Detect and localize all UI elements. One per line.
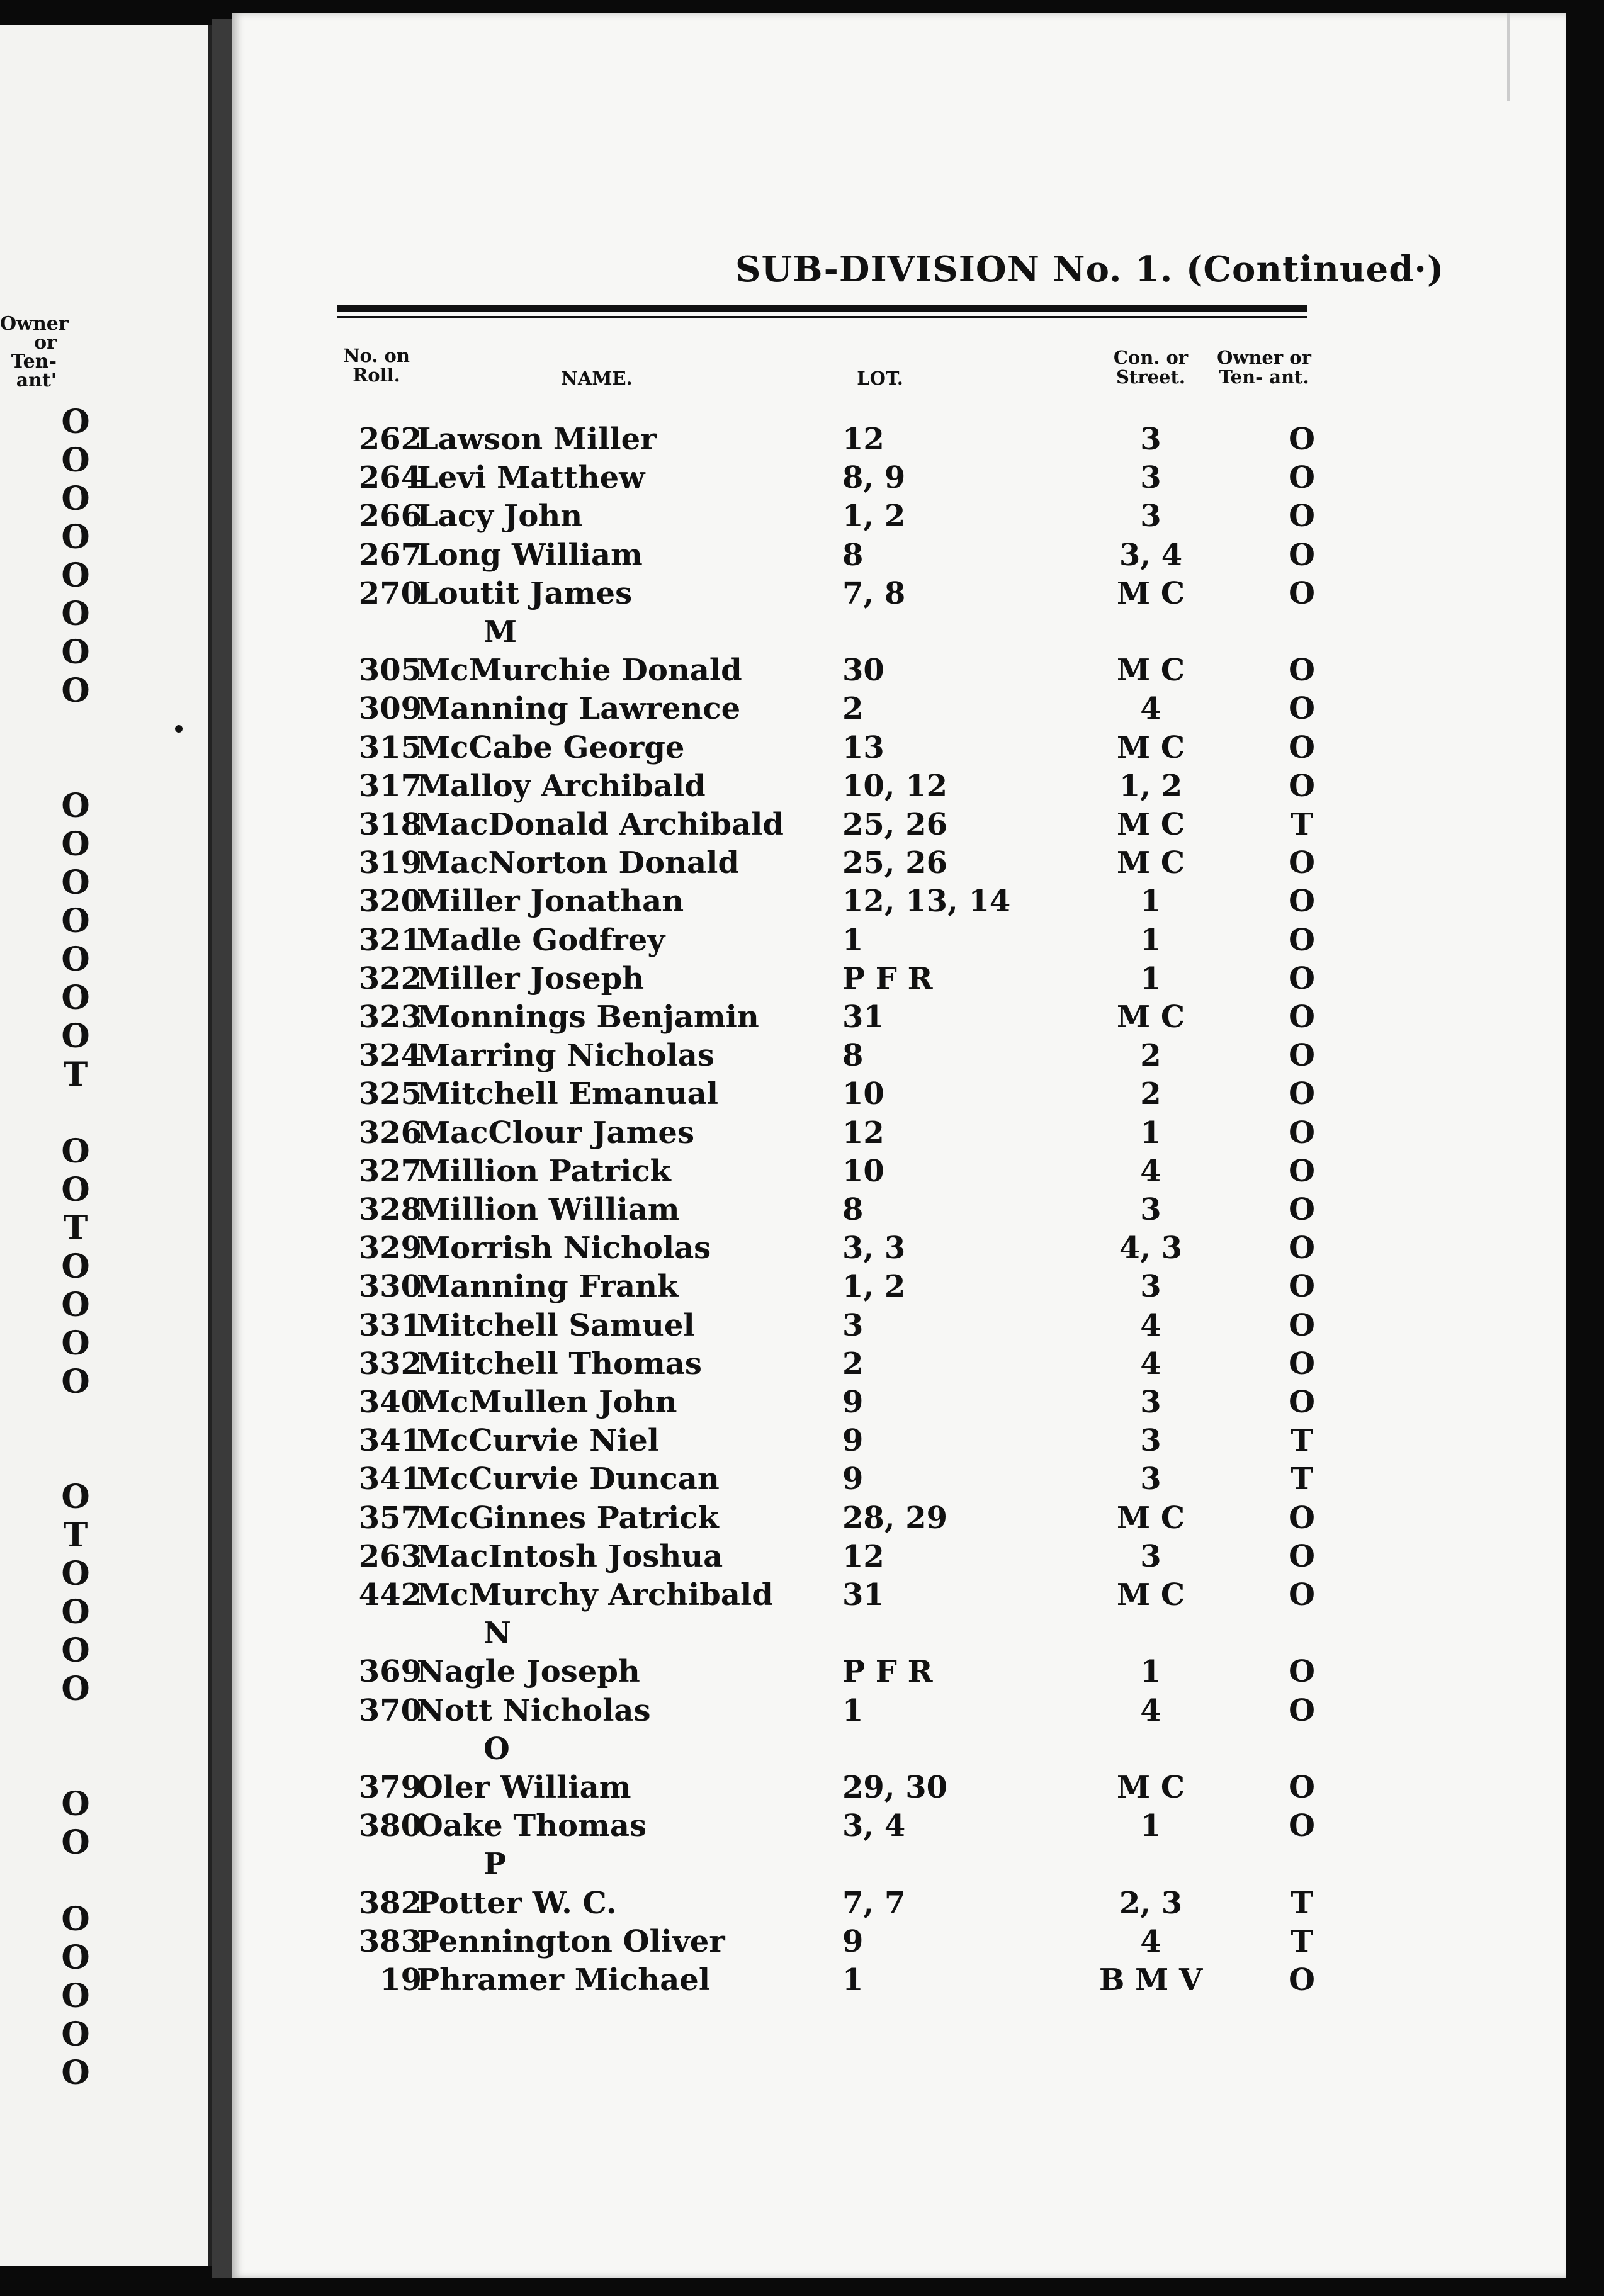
left-owner-mark: O [61, 2054, 90, 2092]
roll-number: 328 [358, 1192, 422, 1227]
roll-number: 325 [358, 1076, 422, 1111]
register-row [232, 1923, 1566, 1961]
left-owner-mark [38, 1401, 113, 1439]
roll-number: 369 [358, 1654, 422, 1689]
register-row [232, 882, 1566, 921]
lot-number: 8 [842, 1192, 864, 1227]
owner-name: Million William [417, 1192, 680, 1227]
concession-street: 1 [1140, 1654, 1161, 1689]
left-owner-mark: O [61, 940, 90, 979]
concession-street: 3 [1140, 1423, 1161, 1458]
lot-number: 12 [842, 1115, 884, 1151]
roll-number: 317 [358, 768, 422, 804]
register-row [232, 1383, 1566, 1422]
owner-name: MacNorton Donald [417, 845, 739, 881]
owner-name: Potter W. C. [417, 1886, 617, 1921]
owner-tenant-mark: O [1289, 1269, 1315, 1304]
left-owner-mark: O [61, 1900, 90, 1939]
left-owner-header: Owner or Ten- ant' [0, 313, 69, 391]
owner-name: Miller Jonathan [417, 884, 684, 919]
owner-tenant-mark: O [1289, 1115, 1315, 1151]
roll-number: 264 [358, 460, 422, 495]
left-owner-mark: O [61, 1593, 90, 1631]
owner-name: Mitchell Emanual [417, 1076, 718, 1111]
left-owner-mark: O [61, 1785, 90, 1823]
lot-number: 10 [842, 1076, 884, 1111]
owner-tenant-mark: O [1289, 1654, 1315, 1689]
page-title: SUB-DIVISION No. 1. (Continued·) [735, 249, 1445, 290]
register-row [232, 1345, 1566, 1383]
register-row [232, 1460, 1566, 1499]
lot-number: 8 [842, 537, 864, 573]
owner-tenant-mark: O [1289, 1770, 1315, 1805]
left-owner-mark [38, 1094, 113, 1132]
owner-tenant-mark: O [1289, 1192, 1315, 1227]
left-owner-mark: O [61, 1631, 90, 1670]
lot-number: 1, 2 [842, 1269, 906, 1304]
register-row [232, 1884, 1566, 1923]
owner-tenant-mark: O [1289, 537, 1315, 573]
book-gutter [212, 19, 232, 2278]
lot-number: 10, 12 [842, 768, 948, 804]
ink-dot [175, 725, 183, 733]
owner-name: Lacy John [417, 498, 583, 534]
lot-number: 1 [842, 923, 864, 958]
owner-tenant-mark: O [1289, 961, 1315, 996]
left-owner-mark: O [61, 556, 90, 595]
owner-tenant-mark: T [1291, 1886, 1313, 1921]
roll-number: 266 [358, 498, 422, 534]
roll-number: 270 [358, 576, 422, 611]
roll-number: 327 [358, 1154, 422, 1189]
lot-number: 3, 4 [842, 1808, 906, 1843]
lot-number: 25, 26 [842, 807, 948, 842]
left-owner-mark [38, 1862, 113, 1900]
roll-number: 329 [358, 1230, 422, 1266]
owner-name: Pennington Oliver [417, 1924, 725, 1959]
section-letter [232, 1845, 1566, 1884]
register-row [232, 420, 1566, 459]
register-row [232, 1807, 1566, 1845]
section-letter-text: O [483, 1731, 510, 1767]
left-page-fragment [0, 25, 212, 2266]
owner-tenant-mark: O [1289, 1230, 1315, 1266]
lot-number: 31 [842, 999, 884, 1035]
register-row [232, 1769, 1566, 1807]
register-row [232, 1229, 1566, 1268]
lot-number: 9 [842, 1461, 864, 1497]
lot-number: 29, 30 [842, 1770, 948, 1805]
roll-number: 320 [358, 884, 422, 919]
left-owner-mark [38, 710, 113, 748]
owner-tenant-mark: O [1289, 653, 1315, 688]
left-owner-mark: O [61, 1670, 90, 1708]
title-rule-thick [337, 305, 1307, 312]
lot-number: 28, 29 [842, 1500, 948, 1536]
roll-number: 263 [358, 1539, 422, 1574]
roll-number: 341 [358, 1461, 422, 1497]
left-owner-mark [38, 1439, 113, 1478]
roll-number: 319 [358, 845, 422, 881]
concession-street: 4 [1140, 1693, 1161, 1728]
register-row [232, 536, 1566, 575]
owner-tenant-mark: O [1289, 1346, 1315, 1382]
owner-name: Nagle Joseph [417, 1654, 640, 1689]
owner-name: Nott Nicholas [417, 1693, 651, 1728]
register-page [232, 13, 1566, 2278]
owner-tenant-mark: T [1291, 1423, 1313, 1458]
section-letter-text: M [483, 614, 517, 650]
roll-number: 380 [358, 1808, 422, 1843]
roll-number: 305 [358, 653, 422, 688]
concession-street: M C [1116, 999, 1185, 1035]
owner-name: McCurvie Duncan [417, 1461, 720, 1497]
owner-name: Miller Joseph [417, 961, 645, 996]
owner-tenant-mark: O [1289, 1808, 1315, 1843]
concession-street: 4 [1140, 1346, 1161, 1382]
owner-tenant-mark: O [1289, 498, 1315, 534]
left-owner-mark: O [61, 672, 90, 710]
concession-street: M C [1116, 1577, 1185, 1612]
register-row [232, 459, 1566, 497]
header-roll: No. on Roll. [343, 345, 410, 386]
owner-name: McMullen John [417, 1385, 677, 1420]
owner-name: MacDonald Archibald [417, 807, 784, 842]
lot-number: 1 [842, 1693, 864, 1728]
concession-street: 3 [1140, 1269, 1161, 1304]
register-row [232, 1653, 1566, 1691]
left-owner-mark: O [61, 403, 90, 441]
register-row [232, 1152, 1566, 1191]
register-row [232, 1422, 1566, 1460]
left-owner-mark: O [61, 1247, 90, 1286]
owner-name: MacIntosh Joshua [417, 1539, 723, 1574]
register-row [232, 497, 1566, 536]
concession-street: 1 [1140, 1808, 1161, 1843]
register-row [232, 844, 1566, 882]
left-owner-mark: O [61, 1286, 90, 1324]
register-row [232, 960, 1566, 998]
header-name: NAME. [561, 368, 633, 389]
lot-number: P F R [842, 1654, 933, 1689]
section-letter-text: N [483, 1616, 511, 1651]
owner-name: MacClour James [417, 1115, 694, 1151]
owner-name: Morrish Nicholas [417, 1230, 711, 1266]
owner-tenant-mark: O [1289, 1385, 1315, 1420]
concession-street: 4 [1140, 691, 1161, 726]
owner-name: Lawson Miller [417, 422, 657, 457]
concession-street: M C [1116, 1500, 1185, 1536]
concession-street: B M V [1099, 1962, 1203, 1998]
lot-number: 1 [842, 1962, 864, 1998]
register-row [232, 575, 1566, 613]
lot-number: 9 [842, 1423, 864, 1458]
roll-number: 322 [358, 961, 422, 996]
roll-number: 267 [358, 537, 422, 573]
owner-name: McMurchie Donald [417, 653, 742, 688]
owner-tenant-mark: O [1289, 576, 1315, 611]
owner-tenant-mark: O [1289, 1308, 1315, 1343]
section-letter-text: P [483, 1847, 507, 1882]
concession-street: M C [1116, 576, 1185, 611]
left-owner-mark: O [61, 825, 90, 864]
roll-number: 379 [358, 1770, 422, 1805]
roll-number: 309 [358, 691, 422, 726]
lot-number: P F R [842, 961, 933, 996]
concession-street: M C [1116, 1770, 1185, 1805]
concession-street: 3 [1140, 460, 1161, 495]
concession-street: 4, 3 [1119, 1230, 1183, 1266]
owner-name: Mitchell Thomas [417, 1346, 702, 1382]
owner-name: Malloy Archibald [417, 768, 706, 804]
register-row [232, 1576, 1566, 1614]
page-corner-fold [1507, 13, 1566, 101]
register-row [232, 1307, 1566, 1345]
register-row [232, 921, 1566, 960]
owner-tenant-mark: O [1289, 999, 1315, 1035]
lot-number: 12 [842, 422, 884, 457]
lot-number: 2 [842, 691, 864, 726]
left-owner-mark: O [61, 1324, 90, 1363]
owner-name: McGinnes Patrick [417, 1500, 719, 1536]
roll-number: 19 [380, 1962, 422, 1998]
owner-name: Million Patrick [417, 1154, 671, 1189]
concession-street: M C [1116, 807, 1185, 842]
left-owner-mark [38, 748, 113, 787]
title-rule-thin [337, 316, 1307, 318]
owner-tenant-mark: O [1289, 923, 1315, 958]
concession-street: 3 [1140, 1192, 1161, 1227]
concession-street: 4 [1140, 1154, 1161, 1189]
owner-tenant-mark: T [1291, 1461, 1313, 1497]
owner-name: Marring Nicholas [417, 1038, 714, 1073]
register-row [232, 806, 1566, 844]
roll-number: 341 [358, 1423, 422, 1458]
left-owner-mark: O [61, 2015, 90, 2054]
owner-tenant-mark: O [1289, 1962, 1315, 1998]
left-owner-mark: O [61, 1363, 90, 1401]
header-lot: LOT. [857, 368, 903, 389]
left-owner-mark: T [63, 1209, 88, 1247]
concession-street: 3 [1140, 498, 1161, 534]
owner-name: McCurvie Niel [417, 1423, 660, 1458]
register-row [232, 690, 1566, 728]
owner-name: Mitchell Samuel [417, 1308, 695, 1343]
roll-number: 331 [358, 1308, 422, 1343]
roll-number: 370 [358, 1693, 422, 1728]
left-owner-mark: O [61, 1977, 90, 2015]
left-owner-mark: O [61, 1132, 90, 1171]
owner-name: Phramer Michael [417, 1962, 711, 1998]
header-con-street: Con. or Street. [1113, 347, 1189, 388]
owner-name: McMurchy Archibald [417, 1577, 773, 1612]
left-owner-marks [38, 403, 113, 2092]
left-owner-mark: O [61, 787, 90, 825]
left-owner-mark: O [61, 1171, 90, 1209]
register-row [232, 1191, 1566, 1229]
concession-street: 1 [1140, 1115, 1161, 1151]
concession-street: 2 [1140, 1038, 1161, 1073]
lot-number: 10 [842, 1154, 884, 1189]
owner-tenant-mark: O [1289, 1038, 1315, 1073]
owner-tenant-mark: O [1289, 1577, 1315, 1612]
lot-number: 12, 13, 14 [842, 884, 1011, 919]
owner-tenant-mark: O [1289, 1500, 1315, 1536]
owner-name: Oler William [417, 1770, 631, 1805]
roll-number: 321 [358, 923, 422, 958]
left-owner-mark: O [61, 979, 90, 1017]
owner-tenant-mark: O [1289, 768, 1315, 804]
left-owner-mark: O [61, 480, 90, 518]
roll-number: 323 [358, 999, 422, 1035]
roll-number: 326 [358, 1115, 422, 1151]
lot-number: 8 [842, 1038, 864, 1073]
register-row [232, 1499, 1566, 1538]
roll-number: 324 [358, 1038, 422, 1073]
lot-number: 31 [842, 1577, 884, 1612]
lot-number: 1, 2 [842, 498, 906, 534]
roll-number: 357 [358, 1500, 422, 1536]
owner-name: Oake Thomas [417, 1808, 647, 1843]
left-owner-mark: O [61, 1939, 90, 1977]
section-letter [232, 1730, 1566, 1769]
roll-number: 318 [358, 807, 422, 842]
lot-number: 2 [842, 1346, 864, 1382]
left-owner-mark: O [61, 1823, 90, 1862]
lot-number: 9 [842, 1924, 864, 1959]
owner-tenant-mark: O [1289, 422, 1315, 457]
owner-name: Manning Lawrence [417, 691, 741, 726]
concession-street: 3 [1140, 1385, 1161, 1420]
concession-street: 3 [1140, 1539, 1161, 1574]
owner-tenant-mark: O [1289, 691, 1315, 726]
register-row [232, 729, 1566, 767]
concession-street: M C [1116, 653, 1185, 688]
owner-tenant-mark: O [1289, 1693, 1315, 1728]
roll-number: 382 [358, 1886, 422, 1921]
owner-name: Long William [417, 537, 643, 573]
owner-tenant-mark: O [1289, 730, 1315, 765]
lot-number: 13 [842, 730, 884, 765]
owner-tenant-mark: O [1289, 1076, 1315, 1111]
concession-street: 2 [1140, 1076, 1161, 1111]
concession-street: 3 [1140, 422, 1161, 457]
left-owner-mark: O [61, 1478, 90, 1516]
concession-street: M C [1116, 845, 1185, 881]
owner-name: Levi Matthew [417, 460, 645, 495]
left-owner-mark: O [61, 1017, 90, 1055]
register-row [232, 1037, 1566, 1075]
register-row [232, 767, 1566, 806]
roll-number: 262 [358, 422, 422, 457]
section-letter [232, 613, 1566, 651]
lot-number: 25, 26 [842, 845, 948, 881]
roll-number: 442 [358, 1577, 422, 1612]
concession-street: 1 [1140, 884, 1161, 919]
roll-number: 340 [358, 1385, 422, 1420]
register-row [232, 1692, 1566, 1730]
section-letter [232, 1614, 1566, 1653]
owner-tenant-mark: O [1289, 884, 1315, 919]
owner-tenant-mark: O [1289, 1539, 1315, 1574]
owner-tenant-mark: O [1289, 1154, 1315, 1189]
header-owner-tenant: Owner or Ten- ant. [1217, 347, 1311, 388]
lot-number: 7, 7 [842, 1886, 906, 1921]
roll-number: 383 [358, 1924, 422, 1959]
lot-number: 3 [842, 1308, 864, 1343]
concession-street: 2, 3 [1119, 1886, 1183, 1921]
register-row [232, 1538, 1566, 1576]
concession-street: 4 [1140, 1924, 1161, 1959]
register-row [232, 998, 1566, 1037]
concession-street: 1 [1140, 961, 1161, 996]
register-row [232, 1114, 1566, 1152]
left-owner-mark: O [61, 902, 90, 940]
owner-tenant-mark: T [1291, 1924, 1313, 1959]
left-owner-mark: O [61, 633, 90, 672]
lot-number: 8, 9 [842, 460, 906, 495]
left-owner-mark: T [63, 1516, 88, 1555]
roll-number: 315 [358, 730, 422, 765]
roll-number: 332 [358, 1346, 422, 1382]
owner-name: Monnings Benjamin [417, 999, 759, 1035]
owner-name: Loutit James [417, 576, 633, 611]
concession-street: 1, 2 [1119, 768, 1183, 804]
owner-name: Madle Godfrey [417, 923, 665, 958]
left-owner-mark: O [61, 518, 90, 556]
register-row [232, 1961, 1566, 2000]
register-row [232, 651, 1566, 690]
lot-number: 3, 3 [842, 1230, 906, 1266]
left-owner-mark: O [61, 864, 90, 902]
lot-number: 9 [842, 1385, 864, 1420]
register-row [232, 1268, 1566, 1306]
register-row [232, 1075, 1566, 1113]
owner-name: McCabe George [417, 730, 685, 765]
concession-street: 1 [1140, 923, 1161, 958]
left-owner-mark: T [63, 1055, 88, 1094]
left-owner-mark: O [61, 1555, 90, 1593]
owner-tenant-mark: O [1289, 460, 1315, 495]
roll-number: 330 [358, 1269, 422, 1304]
lot-number: 7, 8 [842, 576, 906, 611]
left-owner-mark: O [61, 441, 90, 480]
left-owner-mark [38, 1747, 113, 1785]
owner-tenant-mark: O [1289, 845, 1315, 881]
owner-tenant-mark: T [1291, 807, 1313, 842]
lot-number: 30 [842, 653, 884, 688]
concession-street: 3 [1140, 1461, 1161, 1497]
owner-name: Manning Frank [417, 1269, 679, 1304]
concession-street: M C [1116, 730, 1185, 765]
concession-street: 3, 4 [1119, 537, 1183, 573]
left-owner-mark: O [61, 595, 90, 633]
left-owner-mark [38, 1708, 113, 1747]
lot-number: 12 [842, 1539, 884, 1574]
concession-street: 4 [1140, 1308, 1161, 1343]
